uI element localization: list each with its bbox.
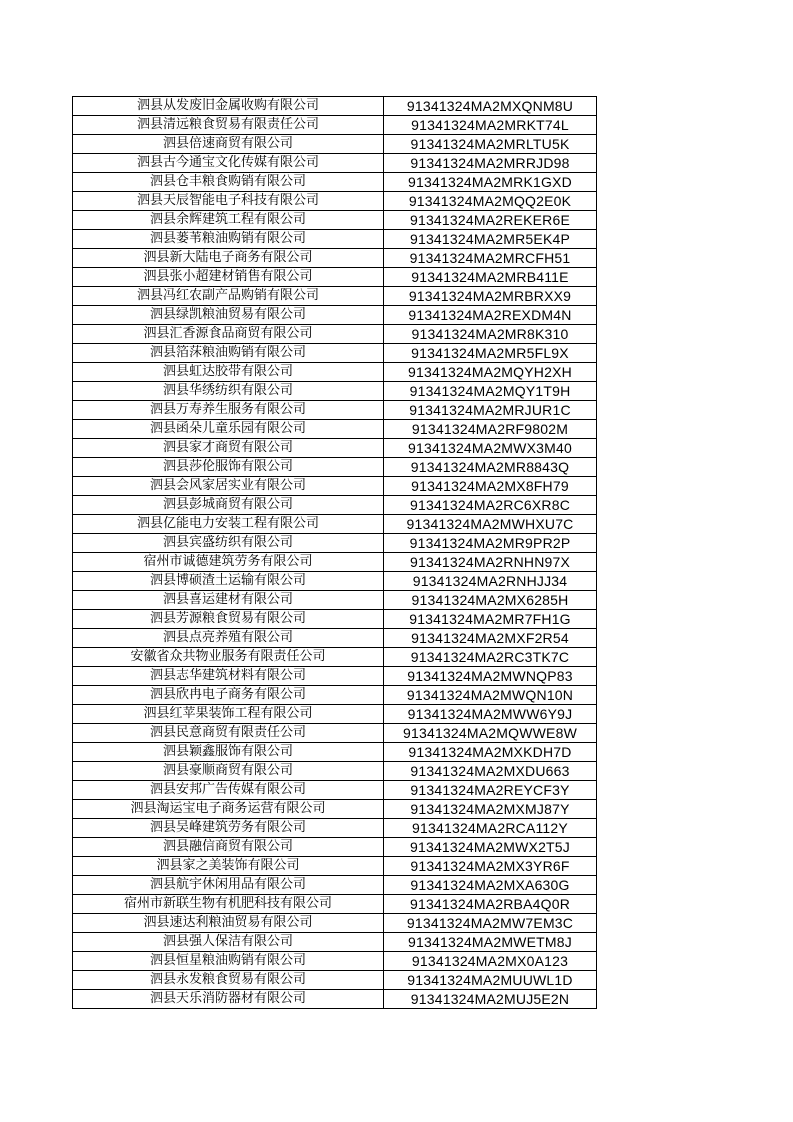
company-name-cell: 泗县蒌苇粮油购销有限公司 [73, 230, 384, 249]
table-row [73, 762, 597, 781]
credit-code-cell: 91341324MA2RNHJJ34 [384, 572, 597, 591]
table-row [73, 192, 597, 211]
company-name-cell: 泗县点亮养殖有限公司 [73, 629, 384, 648]
table-row [73, 629, 597, 648]
credit-code-cell: 91341324MA2MXA630G [384, 876, 597, 895]
credit-code-cell: 91341324MA2MW7EM3C [384, 914, 597, 933]
table-row [73, 610, 597, 629]
company-name-cell: 泗县华绣纺织有限公司 [73, 382, 384, 401]
credit-code-cell: 91341324MA2MXF2R54 [384, 629, 597, 648]
company-name-cell: 泗县淘运宝电子商务运营有限公司 [73, 800, 384, 819]
credit-code-cell: 91341324MA2REXDM4N [384, 306, 597, 325]
company-name-cell: 泗县莎伦服饰有限公司 [73, 458, 384, 477]
table-row [73, 914, 597, 933]
credit-code-cell: 91341324MA2MWX2T5J [384, 838, 597, 857]
table-row [73, 952, 597, 971]
credit-code-cell: 91341324MA2RCA112Y [384, 819, 597, 838]
registry-table-body [73, 97, 597, 1009]
company-registry-table [72, 96, 597, 1009]
company-name-cell: 泗县颖鑫服饰有限公司 [73, 743, 384, 762]
table-row [73, 990, 597, 1009]
company-name-cell: 泗县箔莯粮油购销有限公司 [73, 344, 384, 363]
table-row [73, 515, 597, 534]
company-name-cell: 泗县清远粮食贸易有限责任公司 [73, 116, 384, 135]
table-row [73, 781, 597, 800]
table-row [73, 971, 597, 990]
table-row [73, 876, 597, 895]
table-row [73, 496, 597, 515]
company-name-cell: 泗县恒星粮油购销有限公司 [73, 952, 384, 971]
company-name-cell: 泗县安邦广告传媒有限公司 [73, 781, 384, 800]
table-row [73, 724, 597, 743]
company-name-cell: 泗县民意商贸有限责任公司 [73, 724, 384, 743]
company-name-cell: 泗县汇香源食品商贸有限公司 [73, 325, 384, 344]
credit-code-cell: 91341324MA2REKER6E [384, 211, 597, 230]
company-name-cell: 泗县张小超建材销售有限公司 [73, 268, 384, 287]
credit-code-cell: 91341324MA2MUJ5E2N [384, 990, 597, 1009]
company-name-cell: 泗县万寿养生服务有限公司 [73, 401, 384, 420]
credit-code-cell: 91341324MA2MR8843Q [384, 458, 597, 477]
company-name-cell: 泗县天辰智能电子科技有限公司 [73, 192, 384, 211]
credit-code-cell: 91341324MA2MX3YR6F [384, 857, 597, 876]
company-name-cell: 泗县家之美装饰有限公司 [73, 857, 384, 876]
company-name-cell: 泗县豪顺商贸有限公司 [73, 762, 384, 781]
table-row [73, 154, 597, 173]
table-row [73, 135, 597, 154]
credit-code-cell: 91341324MA2REYCF3Y [384, 781, 597, 800]
table-row [73, 857, 597, 876]
credit-code-cell: 91341324MA2MXQNM8U [384, 97, 597, 116]
table-row [73, 895, 597, 914]
table-row [73, 477, 597, 496]
table-row [73, 572, 597, 591]
table-row [73, 705, 597, 724]
credit-code-cell: 91341324MA2MWQN10N [384, 686, 597, 705]
company-name-cell: 泗县函朵儿童乐园有限公司 [73, 420, 384, 439]
credit-code-cell: 91341324MA2MR7FH1G [384, 610, 597, 629]
credit-code-cell: 91341324MA2MR5EK4P [384, 230, 597, 249]
credit-code-cell: 91341324MA2MWNQP83 [384, 667, 597, 686]
company-name-cell: 泗县仓丰粮食购销有限公司 [73, 173, 384, 192]
company-name-cell: 泗县宾盛纺织有限公司 [73, 534, 384, 553]
credit-code-cell: 91341324MA2MRJUR1C [384, 401, 597, 420]
table-row [73, 534, 597, 553]
credit-code-cell: 91341324MA2MXDU663 [384, 762, 597, 781]
credit-code-cell: 91341324MA2MWW6Y9J [384, 705, 597, 724]
table-row [73, 667, 597, 686]
company-name-cell: 泗县强人保洁有限公司 [73, 933, 384, 952]
company-name-cell: 泗县天乐消防器材有限公司 [73, 990, 384, 1009]
company-name-cell: 泗县倍速商贸有限公司 [73, 135, 384, 154]
credit-code-cell: 91341324MA2MR9PR2P [384, 534, 597, 553]
company-name-cell: 泗县亿能电力安装工程有限公司 [73, 515, 384, 534]
table-row [73, 287, 597, 306]
table-row [73, 249, 597, 268]
credit-code-cell: 91341324MA2MRK1GXD [384, 173, 597, 192]
table-row [73, 306, 597, 325]
company-name-cell: 泗县古今通宝文化传媒有限公司 [73, 154, 384, 173]
table-row [73, 401, 597, 420]
credit-code-cell: 91341324MA2MQWWE8W [384, 724, 597, 743]
company-name-cell: 泗县家才商贸有限公司 [73, 439, 384, 458]
credit-code-cell: 91341324MA2MQQ2E0K [384, 192, 597, 211]
credit-code-cell: 91341324MA2RC6XR8C [384, 496, 597, 515]
table-row [73, 420, 597, 439]
company-name-cell: 泗县彭城商贸有限公司 [73, 496, 384, 515]
credit-code-cell: 91341324MA2MQYH2XH [384, 363, 597, 382]
table-row [73, 230, 597, 249]
credit-code-cell: 91341324MA2RC3TK7C [384, 648, 597, 667]
table-row [73, 268, 597, 287]
table-row [73, 933, 597, 952]
credit-code-cell: 91341324MA2MWX3M40 [384, 439, 597, 458]
company-name-cell: 宿州市新联生物有机肥科技有限公司 [73, 895, 384, 914]
company-name-cell: 泗县虹达胶带有限公司 [73, 363, 384, 382]
credit-code-cell: 91341324MA2MRRJD98 [384, 154, 597, 173]
credit-code-cell: 91341324MA2MXMJ87Y [384, 800, 597, 819]
table-row [73, 211, 597, 230]
table-row [73, 458, 597, 477]
credit-code-cell: 91341324MA2MRCFH51 [384, 249, 597, 268]
credit-code-cell: 91341324MA2MR8K310 [384, 325, 597, 344]
credit-code-cell: 91341324MA2MUUWL1D [384, 971, 597, 990]
credit-code-cell: 91341324MA2MWHXU7C [384, 515, 597, 534]
table-row [73, 800, 597, 819]
company-name-cell: 泗县永发粮食贸易有限公司 [73, 971, 384, 990]
table-row [73, 648, 597, 667]
credit-code-cell: 91341324MA2RBA4Q0R [384, 895, 597, 914]
company-name-cell: 泗县欣冉电子商务有限公司 [73, 686, 384, 705]
company-name-cell: 泗县红苹果装饰工程有限公司 [73, 705, 384, 724]
credit-code-cell: 91341324MA2MX6285H [384, 591, 597, 610]
company-name-cell: 安徽省众共物业服务有限责任公司 [73, 648, 384, 667]
credit-code-cell: 91341324MA2MWETM8J [384, 933, 597, 952]
table-row [73, 838, 597, 857]
credit-code-cell: 91341324MA2MXKDH7D [384, 743, 597, 762]
company-name-cell: 泗县志华建筑材料有限公司 [73, 667, 384, 686]
table-row [73, 743, 597, 762]
table-row [73, 382, 597, 401]
credit-code-cell: 91341324MA2MX0A123 [384, 952, 597, 971]
credit-code-cell: 91341324MA2MR5FL9X [384, 344, 597, 363]
table-row [73, 686, 597, 705]
credit-code-cell: 91341324MA2MRLTU5K [384, 135, 597, 154]
credit-code-cell: 91341324MA2MRB411E [384, 268, 597, 287]
company-name-cell: 泗县绿凯粮油贸易有限公司 [73, 306, 384, 325]
table-row [73, 439, 597, 458]
table-row [73, 173, 597, 192]
credit-code-cell: 91341324MA2MRKT74L [384, 116, 597, 135]
company-name-cell: 泗县航宇休闲用品有限公司 [73, 876, 384, 895]
company-name-cell: 泗县吴峰建筑劳务有限公司 [73, 819, 384, 838]
company-name-cell: 泗县冯红农副产品购销有限公司 [73, 287, 384, 306]
table-row [73, 97, 597, 116]
table-row [73, 363, 597, 382]
company-name-cell: 泗县速达利粮油贸易有限公司 [73, 914, 384, 933]
company-name-cell: 泗县融信商贸有限公司 [73, 838, 384, 857]
company-name-cell: 泗县芳源粮食贸易有限公司 [73, 610, 384, 629]
credit-code-cell: 91341324MA2RNHN97X [384, 553, 597, 572]
company-name-cell: 泗县余辉建筑工程有限公司 [73, 211, 384, 230]
credit-code-cell: 91341324MA2RF9802M [384, 420, 597, 439]
table-row [73, 325, 597, 344]
company-name-cell: 泗县新大陆电子商务有限公司 [73, 249, 384, 268]
table-row [73, 344, 597, 363]
company-name-cell: 泗县喜运建材有限公司 [73, 591, 384, 610]
credit-code-cell: 91341324MA2MX8FH79 [384, 477, 597, 496]
table-row [73, 591, 597, 610]
credit-code-cell: 91341324MA2MRBRXX9 [384, 287, 597, 306]
credit-code-cell: 91341324MA2MQY1T9H [384, 382, 597, 401]
company-name-cell: 泗县博硕渣土运输有限公司 [73, 572, 384, 591]
company-name-cell: 宿州市诚德建筑劳务有限公司 [73, 553, 384, 572]
company-name-cell: 泗县会风家居实业有限公司 [73, 477, 384, 496]
table-row [73, 553, 597, 572]
table-row [73, 819, 597, 838]
company-name-cell: 泗县从发废旧金属收购有限公司 [73, 97, 384, 116]
table-row [73, 116, 597, 135]
